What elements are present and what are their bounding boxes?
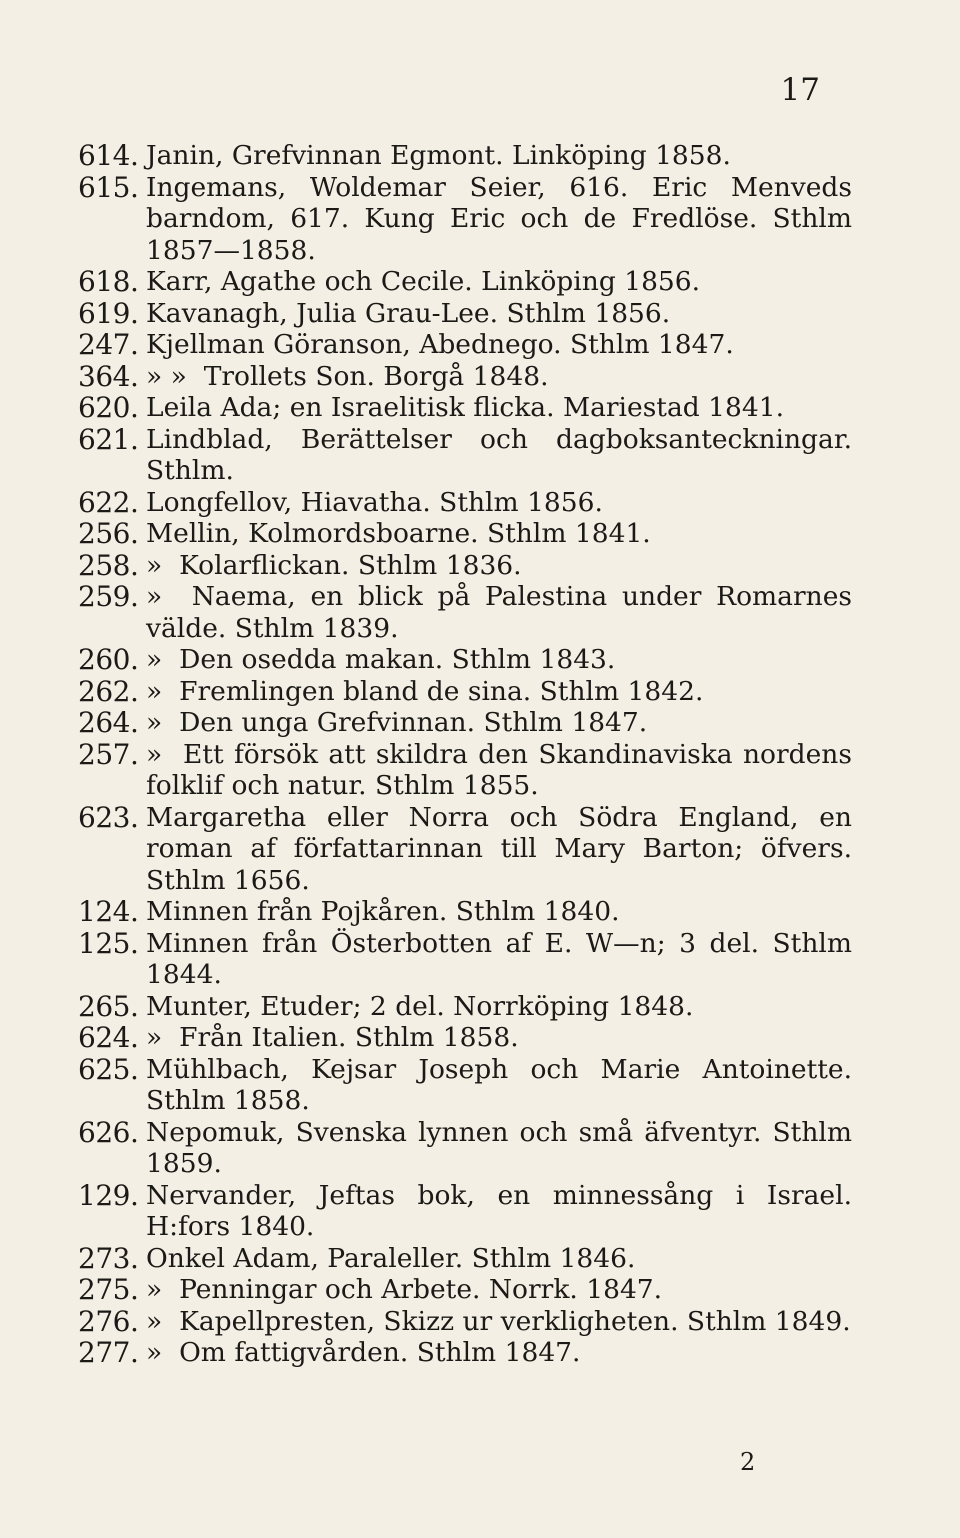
ditto-mark: » (146, 1337, 163, 1368)
entry-title: Kapellpresten, Skizz ur verkligheten. Sthlm 1849. (179, 1305, 851, 1337)
entry-text (146, 1306, 852, 1338)
catalog-entry (0, 802, 960, 897)
entry-text: Minnen från Pojkåren. Sthlm 1840. (146, 896, 620, 927)
ditto-mark: » (146, 707, 163, 738)
entry-text: Mühlbach, Kejsar Joseph och Marie Antoinette. Sthlm 1858. (146, 1053, 852, 1116)
ditto-mark: » (146, 1022, 163, 1053)
ditto-mark: » (146, 644, 163, 675)
entry-text: Kjellman Göranson, Abednego. Sthlm 1847. (146, 329, 734, 360)
catalog-entry (0, 329, 960, 361)
entry-number: 625. (78, 1052, 139, 1086)
catalog-entries (0, 140, 960, 1369)
entry-number: 622. (78, 485, 139, 519)
entry-text (146, 361, 852, 393)
catalog-entry (0, 896, 960, 928)
ditto-mark: » » (146, 360, 187, 392)
entry-number: 614. (78, 139, 139, 172)
entry-title: Den unga Grefvinnan. Sthlm 1847. (179, 707, 648, 738)
entry-number: 259. (78, 580, 139, 613)
entry-number: 624. (78, 1021, 139, 1054)
entry-title: Naema, en blick på Palestina under Romarnes välde. Sthlm 1839. (146, 581, 852, 644)
entry-text: Leila Ada; en Israelitisk flicka. Mariestad 1841. (146, 392, 785, 423)
entry-text (146, 707, 852, 739)
catalog-entry (0, 298, 960, 330)
entry-text: Karr, Agathe och Cecile. Linköping 1856. (146, 266, 701, 297)
entry-number: 260. (78, 643, 139, 676)
catalog-entry (0, 1306, 960, 1338)
entry-number: 262. (78, 674, 139, 708)
entry-text: Ingemans, Woldemar Seier, 616. Eric Menveds barndom, 617. Kung Eric och de Fredlöse. Sthlm 1857—1858. (146, 171, 852, 266)
entry-number: 620. (78, 391, 139, 424)
ditto-mark: » (146, 1274, 163, 1305)
entry-number: 619. (78, 296, 139, 330)
entry-title: Från Italien. Sthlm 1858. (179, 1022, 519, 1053)
ditto-mark: » (146, 738, 163, 770)
entry-number: 276. (78, 1304, 139, 1338)
entry-number: 626. (78, 1115, 139, 1149)
entry-number: 275. (78, 1273, 139, 1306)
catalog-entry (0, 550, 960, 582)
page-number: 17 (780, 72, 820, 108)
ditto-mark: » (146, 549, 163, 581)
entry-text: Munter, Etuder; 2 del. Norrköping 1848. (146, 990, 694, 1022)
entry-text: Janin, Grefvinnan Egmont. Linköping 1858. (146, 140, 731, 171)
catalog-entry (0, 392, 960, 424)
entry-number: 247. (78, 328, 139, 361)
catalog-entry (0, 1054, 960, 1117)
entry-text: Mellin, Kolmordsboarne. Sthlm 1841. (146, 518, 651, 549)
catalog-entry (0, 676, 960, 708)
catalog-entry (0, 1337, 960, 1369)
catalog-entry (0, 991, 960, 1023)
entry-number: 256. (78, 517, 139, 550)
entry-text: Lindblad, Berättelser och dagboksanteckningar. Sthlm. (146, 423, 852, 486)
entry-title: Penningar och Arbete. Norrk. 1847. (179, 1274, 663, 1305)
entry-text (146, 1022, 852, 1054)
entry-text (146, 676, 852, 708)
entry-number: 264. (78, 706, 139, 739)
entry-number: 273. (78, 1241, 139, 1275)
catalog-entry (0, 928, 960, 991)
entry-number: 623. (78, 800, 139, 834)
entry-text: Kavanagh, Julia Grau-Lee. Sthlm 1856. (146, 297, 671, 329)
catalog-entry (0, 361, 960, 393)
entry-text: Nervander, Jeftas bok, en minnessång i Israel. H:fors 1840. (146, 1179, 852, 1242)
entry-text: Minnen från Österbotten af E. W—n; 3 del. Sthlm 1844. (146, 927, 852, 990)
catalog-entry (0, 1243, 960, 1275)
signature-mark: 2 (740, 1448, 756, 1476)
entry-text (146, 581, 852, 644)
catalog-entry (0, 424, 960, 487)
catalog-entry (0, 581, 960, 644)
ditto-mark: » (146, 1305, 163, 1337)
entry-title: Fremlingen bland de sina. Sthlm 1842. (179, 675, 704, 707)
entry-title: Trollets Son. Borgå 1848. (203, 360, 549, 392)
entry-title: Den osedda makan. Sthlm 1843. (179, 644, 616, 675)
catalog-entry (0, 518, 960, 550)
ditto-mark: » (146, 675, 163, 707)
catalog-entry (0, 1180, 960, 1243)
entry-number: 277. (78, 1336, 139, 1369)
entry-number: 129. (78, 1178, 139, 1212)
entry-text (146, 550, 852, 582)
ditto-mark: » (146, 581, 163, 612)
entry-number: 618. (78, 265, 139, 298)
catalog-entry (0, 487, 960, 519)
catalog-entry (0, 140, 960, 172)
entry-number: 257. (78, 737, 139, 771)
entry-text: Longfellov, Hiavatha. Sthlm 1856. (146, 486, 603, 518)
catalog-entry (0, 739, 960, 802)
entry-title: Om fattigvården. Sthlm 1847. (179, 1337, 581, 1368)
catalog-entry (0, 172, 960, 267)
entry-title: Ett försök att skildra den Skandinaviska nordens folklif och natur. Sthlm 1855. (146, 738, 852, 801)
entry-number: 265. (78, 989, 139, 1023)
entry-text: Nepomuk, Svenska lynnen och små äfventyr. Sthlm 1859. (146, 1116, 852, 1179)
entry-number: 125. (78, 926, 139, 960)
entry-title: Kolarflickan. Sthlm 1836. (179, 549, 522, 581)
entry-text: Margaretha eller Norra och Södra England, en roman af författarinnan till Mary Barton; öfvers. Sthlm 1656. (146, 801, 852, 896)
catalog-entry (0, 1022, 960, 1054)
entry-number: 615. (78, 170, 139, 204)
catalog-entry (0, 644, 960, 676)
entry-text: Onkel Adam, Paraleller. Sthlm 1846. (146, 1242, 636, 1274)
entry-number: 621. (78, 422, 139, 456)
entry-text (146, 739, 852, 802)
entry-text (146, 644, 852, 676)
catalog-entry (0, 1117, 960, 1180)
entry-text (146, 1274, 852, 1306)
entry-number: 364. (78, 359, 139, 393)
entry-number: 124. (78, 895, 139, 928)
catalog-entry (0, 707, 960, 739)
entry-text (146, 1337, 852, 1369)
catalog-entry (0, 1274, 960, 1306)
catalog-entry (0, 266, 960, 298)
entry-number: 258. (78, 548, 139, 582)
